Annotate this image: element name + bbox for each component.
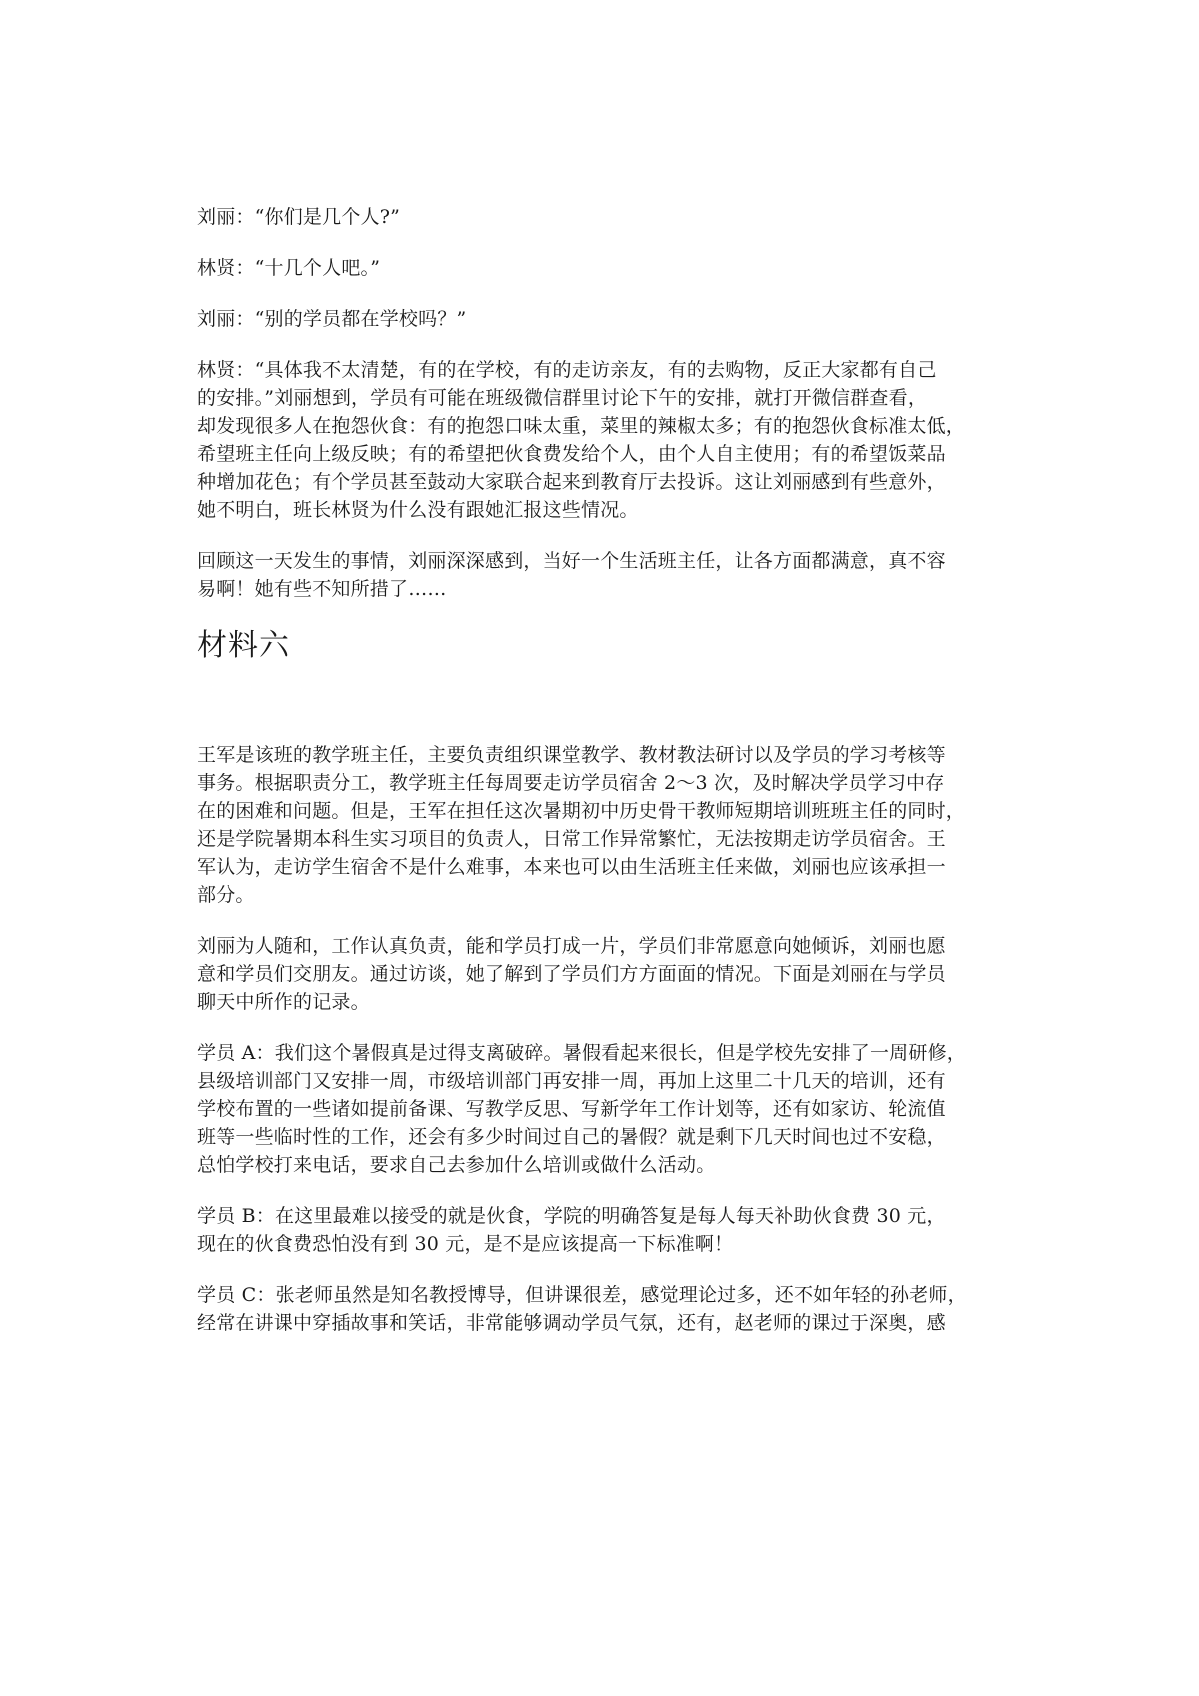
text-line: 易啊！她有些不知所措了……: [197, 578, 447, 600]
text-line: 总怕学校打来电话，要求自己去参加什么培训或做什么活动。: [197, 1154, 716, 1176]
text-line: 聊天中所作的记录。: [197, 991, 370, 1013]
text-line: 经常在讲课中穿插故事和笑话，非常能够调动学员气氛，还有，赵老师的课过于深奥，感: [197, 1312, 946, 1334]
dialogue-paragraph-3: [197, 305, 1013, 333]
text-line: 种增加花色；有个学员甚至鼓动大家联合起来到教育厅去投诉。这让刘丽感到有些意外，: [197, 471, 946, 493]
section-paragraph-1: [197, 741, 1013, 909]
section-heading-wrap: [197, 626, 1013, 666]
text-line: 希望班主任向上级反映；有的希望把伙食费发给个人，由个人自主使用；有的希望饭菜品: [197, 443, 946, 465]
text-line: 事务。根据职责分工，教学班主任每周要走访学员宿舍 2～3 次，及时解决学员学习中存: [197, 772, 945, 794]
text-line: 在的困难和问题。但是，王军在担任这次暑期初中历史骨干教师短期培训班班主任的同时，: [197, 800, 966, 822]
dialogue-paragraph-2: [197, 254, 1013, 282]
text-line: 军认为，走访学生宿舍不是什么难事，本来也可以由生活班主任来做，刘丽也应该承担一: [197, 856, 946, 878]
section-paragraph-5: [197, 1281, 1013, 1337]
text-line: 意和学员们交朋友。通过访谈，她了解到了学员们方方面面的情况。下面是刘丽在与学员: [197, 963, 946, 985]
section-paragraph-2: [197, 932, 1013, 1016]
section-paragraph-4: [197, 1202, 1013, 1258]
dialogue-block: [197, 203, 1013, 603]
text-line: 学员 C：张老师虽然是知名教授博导，但讲课很差，感觉理论过多，还不如年轻的孙老师，: [197, 1284, 967, 1306]
text-line: 学校布置的一些诸如提前备课、写教学反思、写新学年工作计划等，还有如家访、轮流值: [197, 1098, 946, 1120]
text-line: 部分。: [197, 884, 255, 906]
section-body: [197, 741, 1013, 1337]
text-line: 林贤：“具体我不太清楚，有的在学校，有的走访亲友，有的去购物，反正大家都有自己: [197, 359, 937, 381]
text-line: 林贤：“十几个人吧。”: [197, 257, 381, 279]
text-line: 学员 B：在这里最难以接受的就是伙食，学院的明确答复是每人每天补助伙食费 30 元，: [197, 1205, 946, 1227]
text-line: 现在的伙食费恐怕没有到 30 元，是不是应该提高一下标准啊！: [197, 1233, 734, 1255]
section-paragraph-3: [197, 1039, 1013, 1179]
text-line: 王军是该班的教学班主任，主要负责组织课堂教学、教材教法研讨以及学员的学习考核等: [197, 744, 946, 766]
dialogue-paragraph-5: [197, 547, 1013, 603]
text-line: 刘丽：“别的学员都在学校吗？”: [197, 308, 467, 330]
text-line: 的安排。”刘丽想到，学员有可能在班级微信群里讨论下午的安排，就打开微信群查看，: [197, 387, 928, 409]
dialogue-paragraph-4: [197, 356, 1013, 524]
text-line: 还是学院暑期本科生实习项目的负责人，日常工作异常繁忙，无法按期走访学员宿舍。王: [197, 828, 946, 850]
text-line: 学员 A：我们这个暑假真是过得支离破碎。暑假看起来很长，但是学校先安排了一周研修，: [197, 1042, 966, 1064]
text-line: 刘丽：“你们是几个人?”: [197, 206, 401, 228]
text-line: 班等一些临时性的工作，还会有多少时间过自己的暑假？就是剩下几天时间也过不安稳，: [197, 1126, 946, 1148]
page-content: [197, 203, 1013, 1360]
dialogue-paragraph-1: [197, 203, 1013, 231]
text-line: 刘丽为人随和，工作认真负责，能和学员打成一片，学员们非常愿意向她倾诉，刘丽也愿: [197, 935, 946, 957]
section-title: 材料六: [197, 628, 290, 663]
text-line: 她不明白，班长林贤为什么没有跟她汇报这些情况。: [197, 499, 639, 521]
text-line: 却发现很多人在抱怨伙食：有的抱怨口味太重，菜里的辣椒太多；有的抱怨伙食标准太低，: [197, 415, 966, 437]
text-line: 县级培训部门又安排一周，市级培训部门再安排一周，再加上这里二十几天的培训，还有: [197, 1070, 946, 1092]
text-line: 回顾这一天发生的事情，刘丽深深感到，当好一个生活班主任，让各方面都满意，真不容: [197, 550, 946, 572]
